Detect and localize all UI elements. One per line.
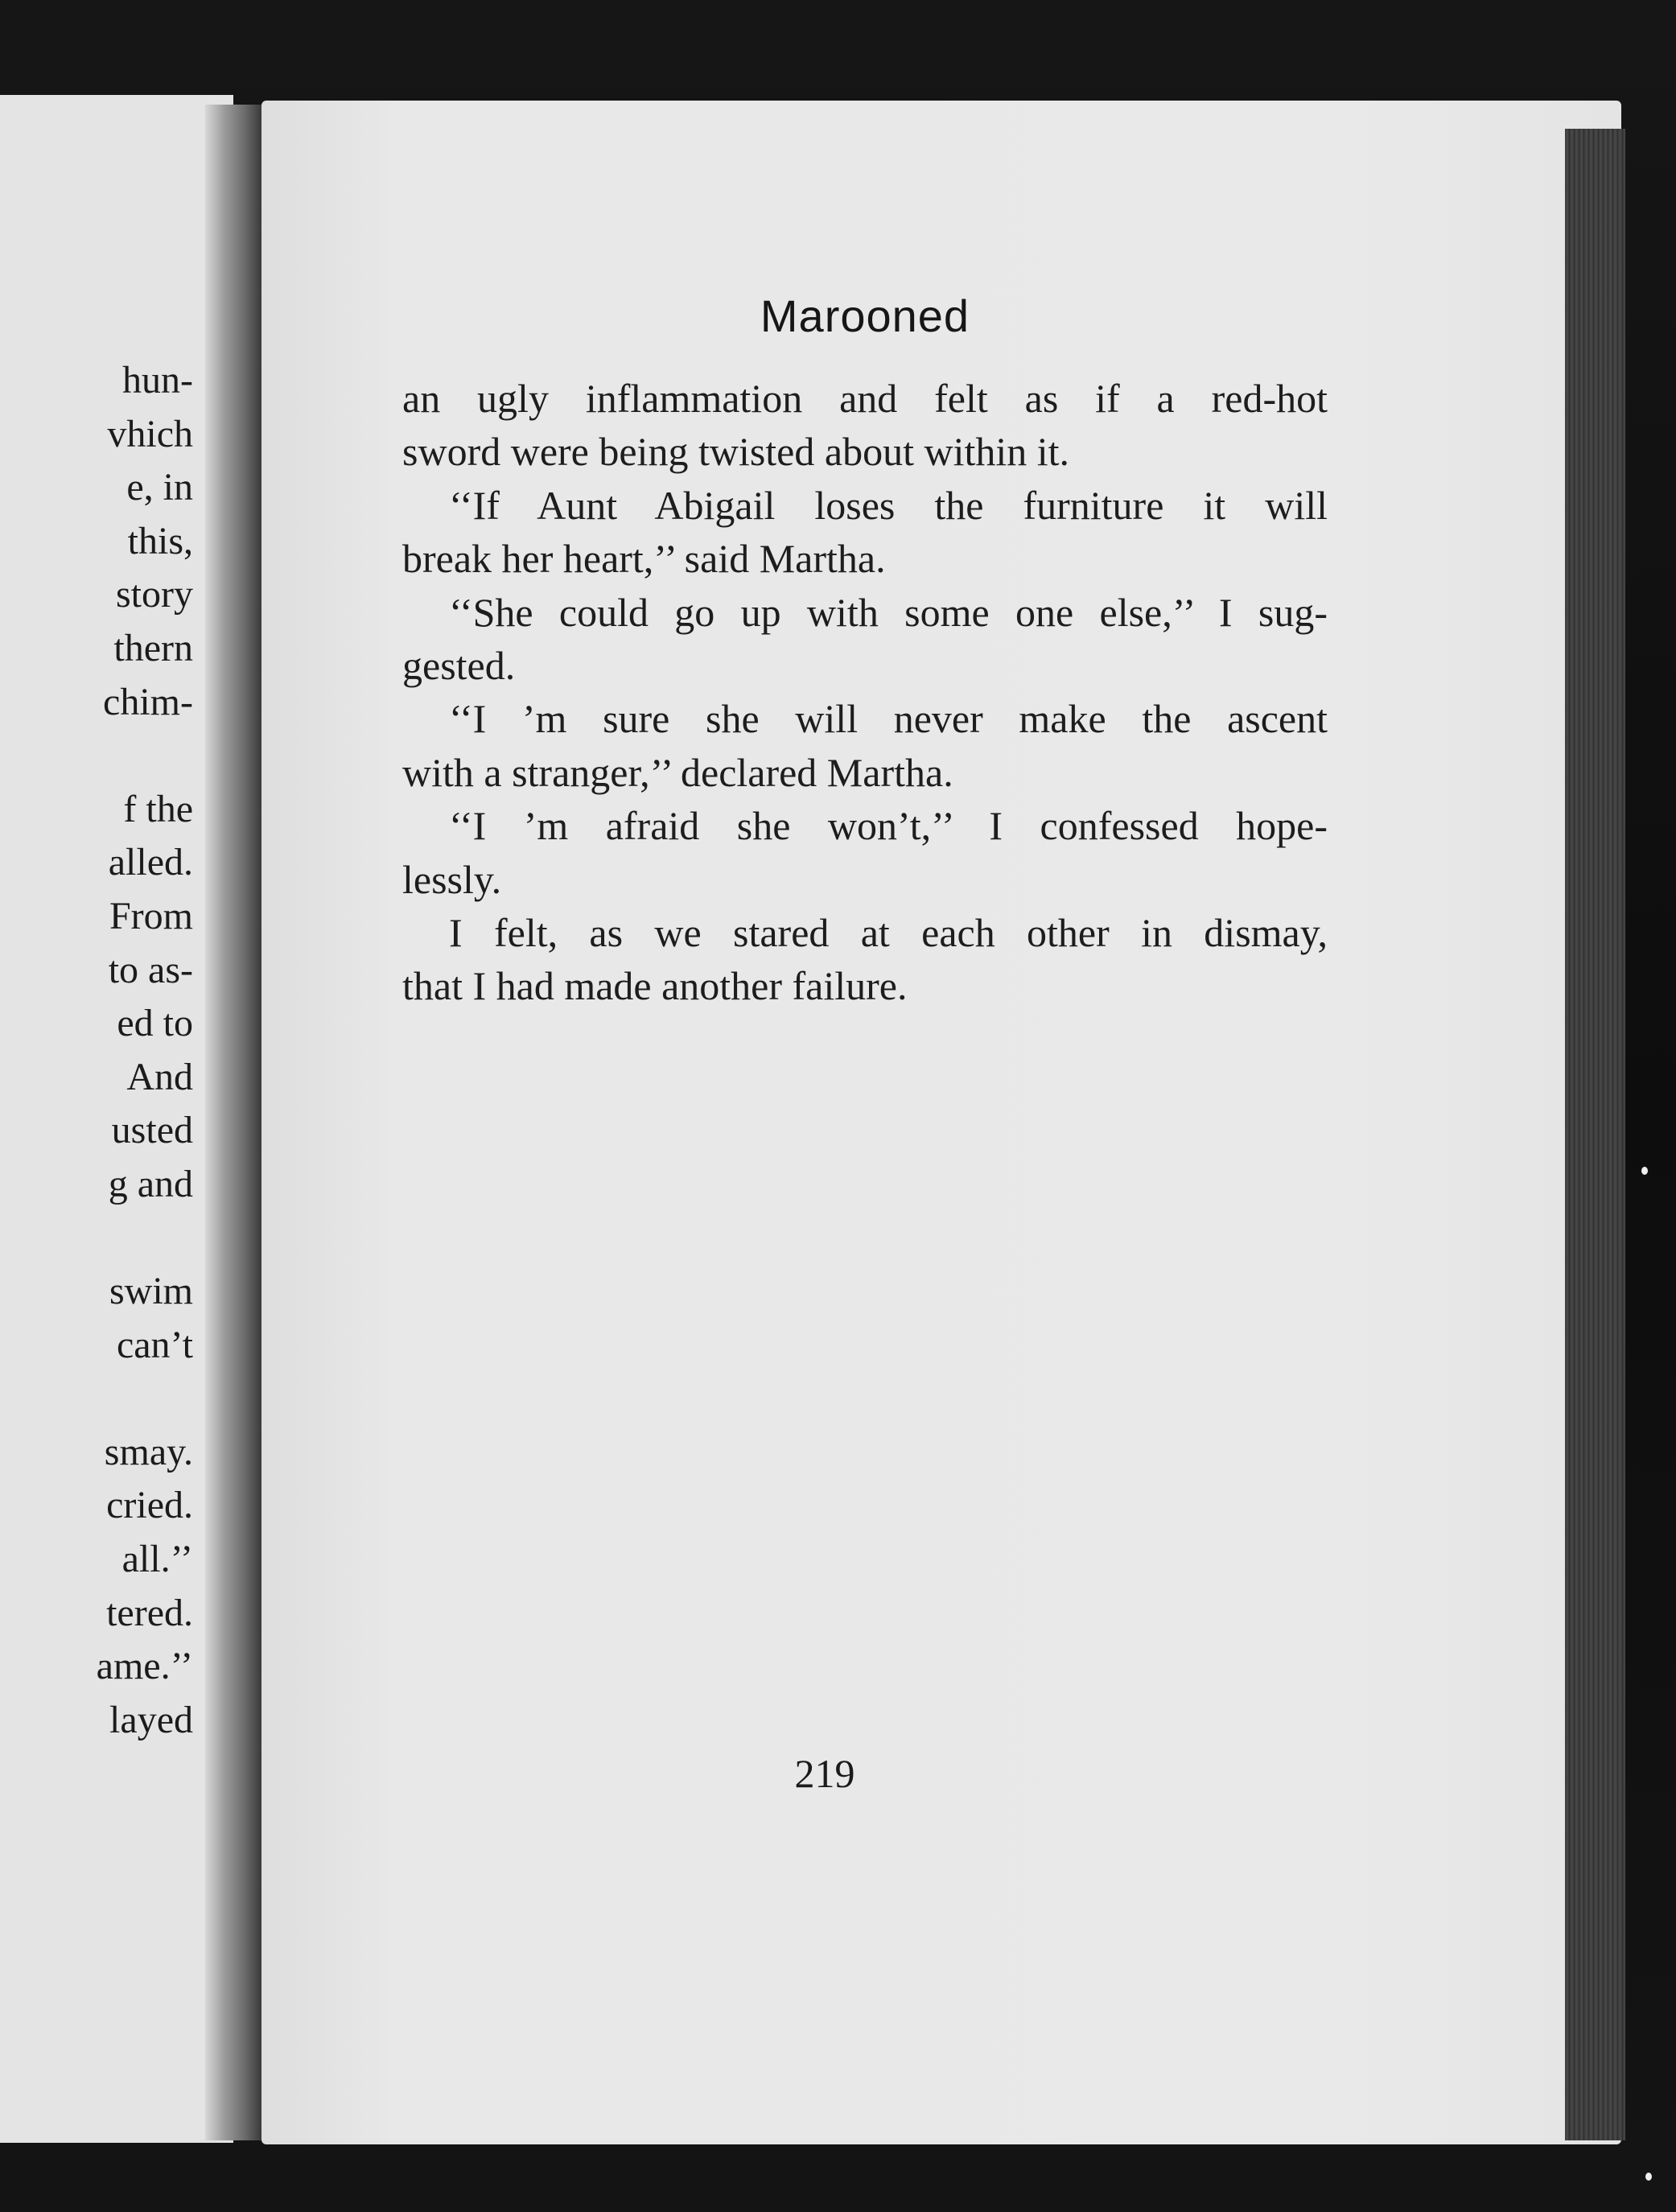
left-page-line: e, in xyxy=(126,466,193,509)
left-page-line: And xyxy=(126,1055,193,1098)
left-page-line: g and xyxy=(108,1162,193,1205)
left-page-line: smay. xyxy=(104,1430,193,1473)
page-number: 219 xyxy=(794,1751,855,1796)
text-line: ‘‘I ’m sure she will never make the ascent xyxy=(449,696,1328,742)
left-page-line: f the xyxy=(123,787,193,830)
left-page-line: can’t xyxy=(116,1323,193,1366)
left-page-line: this, xyxy=(127,519,193,562)
text-line: ‘‘She could go up with some one else,’’ I sug- xyxy=(449,589,1328,635)
left-page-line xyxy=(0,729,193,783)
left-page-line: thern xyxy=(113,626,193,669)
left-page-text xyxy=(0,354,193,1747)
left-page-line: usted xyxy=(111,1109,193,1152)
dust-speck xyxy=(1645,2173,1652,2181)
text-line: break her heart,’’ said Martha. xyxy=(402,536,886,582)
left-page-line: vhich xyxy=(107,412,193,455)
left-page-line: hun- xyxy=(122,359,193,402)
text-line: lessly. xyxy=(402,856,502,902)
running-head: Marooned xyxy=(760,290,970,341)
left-page-line xyxy=(0,1212,193,1266)
left-page-line: swim xyxy=(109,1270,193,1313)
text-line: gested. xyxy=(402,642,516,688)
left-page-line: From xyxy=(109,894,193,937)
left-page-line: cried. xyxy=(106,1484,193,1527)
text-line: with a stranger,’’ declared Martha. xyxy=(402,749,953,795)
left-page-line: story xyxy=(116,573,193,616)
text-line: an ugly inflammation and felt as if a red-hot xyxy=(402,376,1328,421)
left-page xyxy=(0,95,233,2143)
text-line: sword were being twisted about within it. xyxy=(402,429,1070,475)
left-page-line: all.’’ xyxy=(121,1538,193,1581)
left-page-line: layed xyxy=(109,1698,193,1741)
text-line: I felt, as we stared at each other in dismay, xyxy=(449,909,1328,955)
dust-speck xyxy=(1641,1167,1648,1175)
left-page-line: alled. xyxy=(108,841,193,884)
page-edges xyxy=(1565,129,1625,2140)
text-line: ‘‘I ’m afraid she won’t,’’ I confessed hope- xyxy=(449,803,1328,849)
body-text xyxy=(402,372,1328,1013)
book-gutter xyxy=(205,105,261,2140)
left-page-line: tered. xyxy=(106,1591,193,1634)
text-line: ‘‘If Aunt Abigail loses the furniture it will xyxy=(449,482,1328,528)
text-line: that I had made another failure. xyxy=(402,963,908,1009)
left-page-line: to as- xyxy=(108,948,193,991)
left-page-line xyxy=(0,1372,193,1426)
left-page-line: ed to xyxy=(117,1002,193,1045)
left-page-line: ame.’’ xyxy=(96,1645,193,1688)
left-page-line: chim- xyxy=(103,680,193,723)
